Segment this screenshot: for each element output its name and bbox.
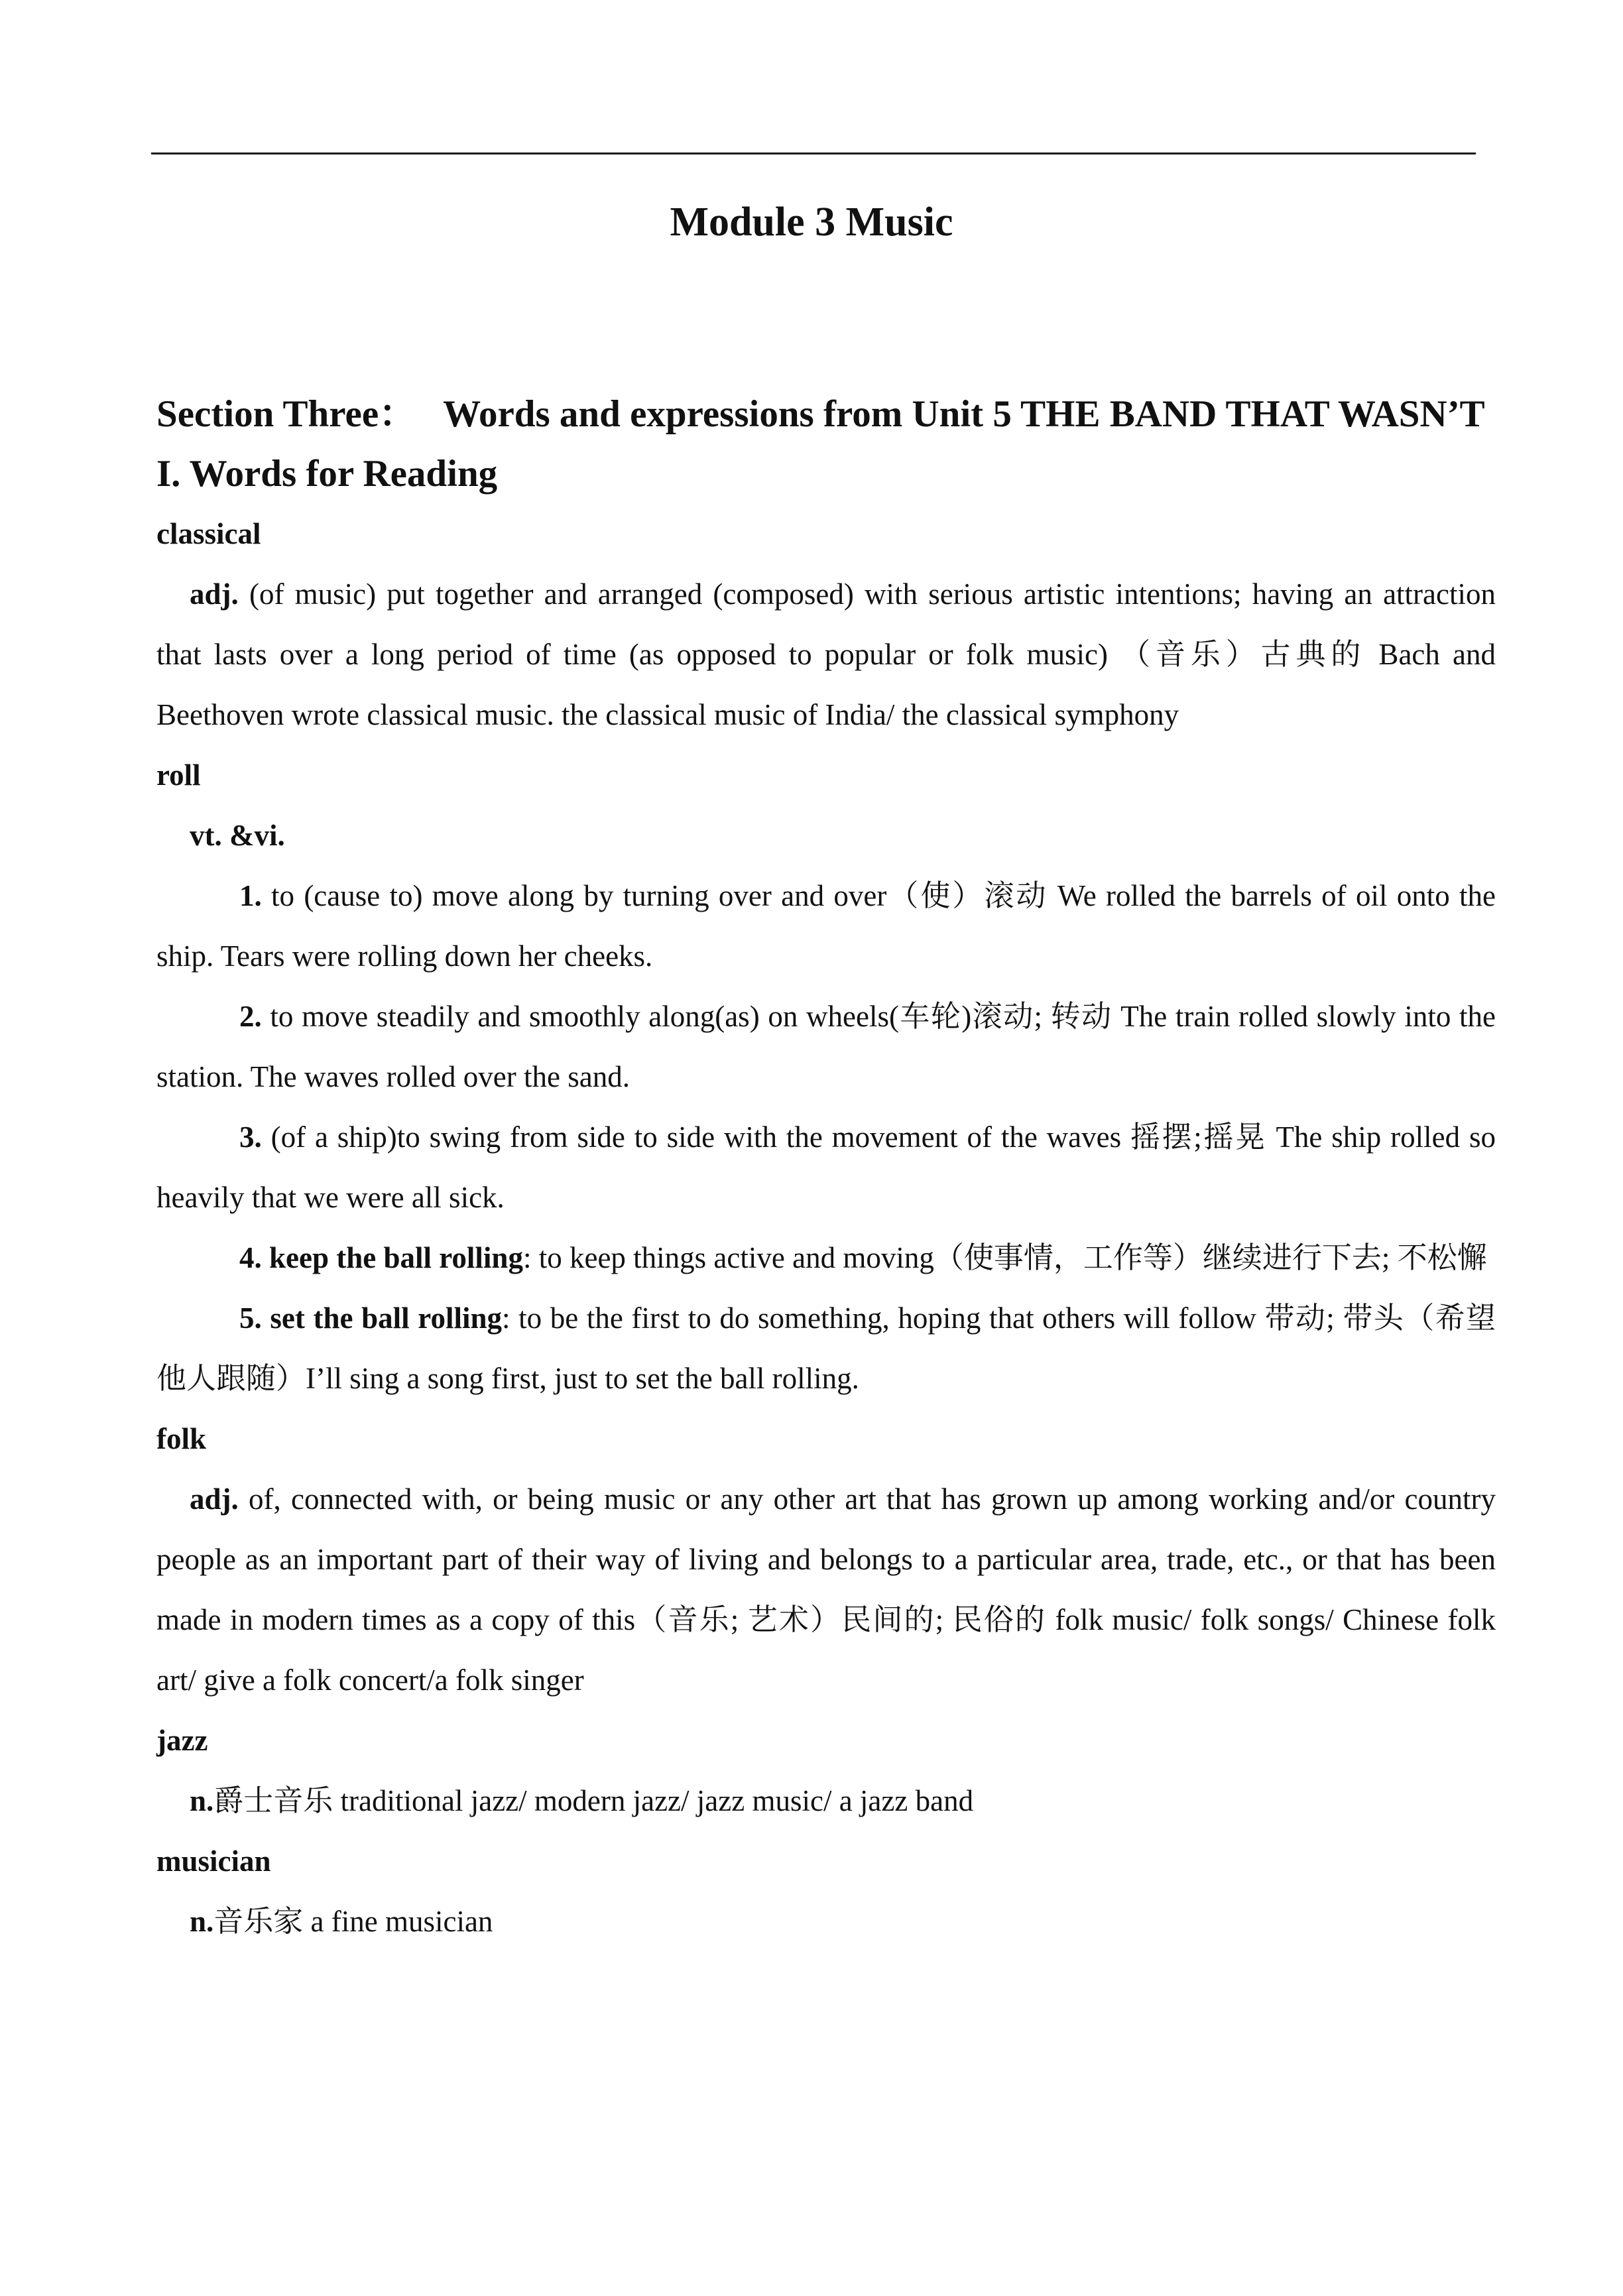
definition-text: 音乐家 a fine musician xyxy=(213,1905,493,1938)
roll-sense-5 xyxy=(156,1288,1496,1409)
pos-label: n. xyxy=(190,1905,214,1938)
definition-text: (of music) put together and arranged (composed) with serious artistic intentions; having an attraction that lasts over a long period of time (as opposed to popular or folk music) （音乐）古典的 Bach and Beethoven wrote classical music. the classical music of India/ the classical symphony xyxy=(156,577,1496,731)
sense-text: (of a ship)to swing from side to side with the movement of the waves 摇摆;摇晃 The ship rolled so heavily that we were all sick. xyxy=(156,1120,1496,1214)
section-heading xyxy=(156,385,1496,444)
entry-definition-musician xyxy=(156,1892,1496,1952)
sense-text: to move steadily and smoothly along(as) on wheels(车轮)滚动; 转动 The train rolled slowly into the station. The waves rolled over the sand. xyxy=(156,1000,1496,1093)
entry-definition-classical xyxy=(156,564,1496,745)
entry-definition-jazz xyxy=(156,1771,1496,1831)
page-title: Module 3 Music xyxy=(670,200,953,245)
sense-text: to (cause to) move along by turning over and over（使）滚动 We rolled the barrels of oil onto the ship. Tears were rolling down her cheeks. xyxy=(156,879,1496,973)
sense-number: 2. xyxy=(239,1000,262,1033)
sense-number: 3. xyxy=(239,1120,262,1154)
definition-text: of, connected with, or being music or any other art that has grown up among working and/or country people as an important part of their way of living and belongs to a particular area, trade, etc., or that has been made in modern times as a copy of this（音乐; 艺术）民间的; 民俗的 folk music/ folk songs/ Chinese folk art/ give a folk concert/a folk singer xyxy=(156,1482,1496,1697)
sense-text: : to be the first to do something, hoping that others will follow 带动; 带头（希望他人跟随）I’ll sing a song first, just to set the ball rolling. xyxy=(156,1301,1496,1395)
roll-sense-4 xyxy=(156,1228,1496,1288)
roll-sense-2 xyxy=(156,987,1496,1107)
sense-phrase: 4. keep the ball rolling xyxy=(239,1241,523,1274)
entry-word-folk: folk xyxy=(156,1422,207,1455)
entry-word-roll: roll xyxy=(156,758,201,792)
pos-label-roll: vt. &vi. xyxy=(190,819,285,852)
roll-sense-3 xyxy=(156,1107,1496,1228)
header-rule xyxy=(151,152,1476,154)
part-heading: I. Words for Reading xyxy=(156,453,498,495)
section-title: Words and expressions from Unit 5 THE BAND THAT WASN’T xyxy=(443,393,1485,435)
definition-text: 爵士音乐 traditional jazz/ modern jazz/ jazz music/ a jazz band xyxy=(213,1784,974,1817)
sense-number: 1. xyxy=(239,879,262,912)
pos-label: adj. xyxy=(190,1482,239,1516)
entry-word-classical: classical xyxy=(156,517,261,550)
section-label: Section Three： xyxy=(156,393,417,435)
roll-sense-1 xyxy=(156,866,1496,987)
entry-word-musician: musician xyxy=(156,1844,271,1878)
document-body xyxy=(156,385,1496,1952)
sense-phrase: 5. set the ball rolling xyxy=(239,1301,503,1335)
entry-definition-folk xyxy=(156,1469,1496,1711)
pos-label: n. xyxy=(190,1784,214,1817)
pos-label: adj. xyxy=(190,577,239,611)
entry-word-jazz: jazz xyxy=(156,1724,208,1757)
sense-text: : to keep things active and moving（使事情，工作等）继续进行下去; 不松懈 xyxy=(522,1241,1487,1274)
